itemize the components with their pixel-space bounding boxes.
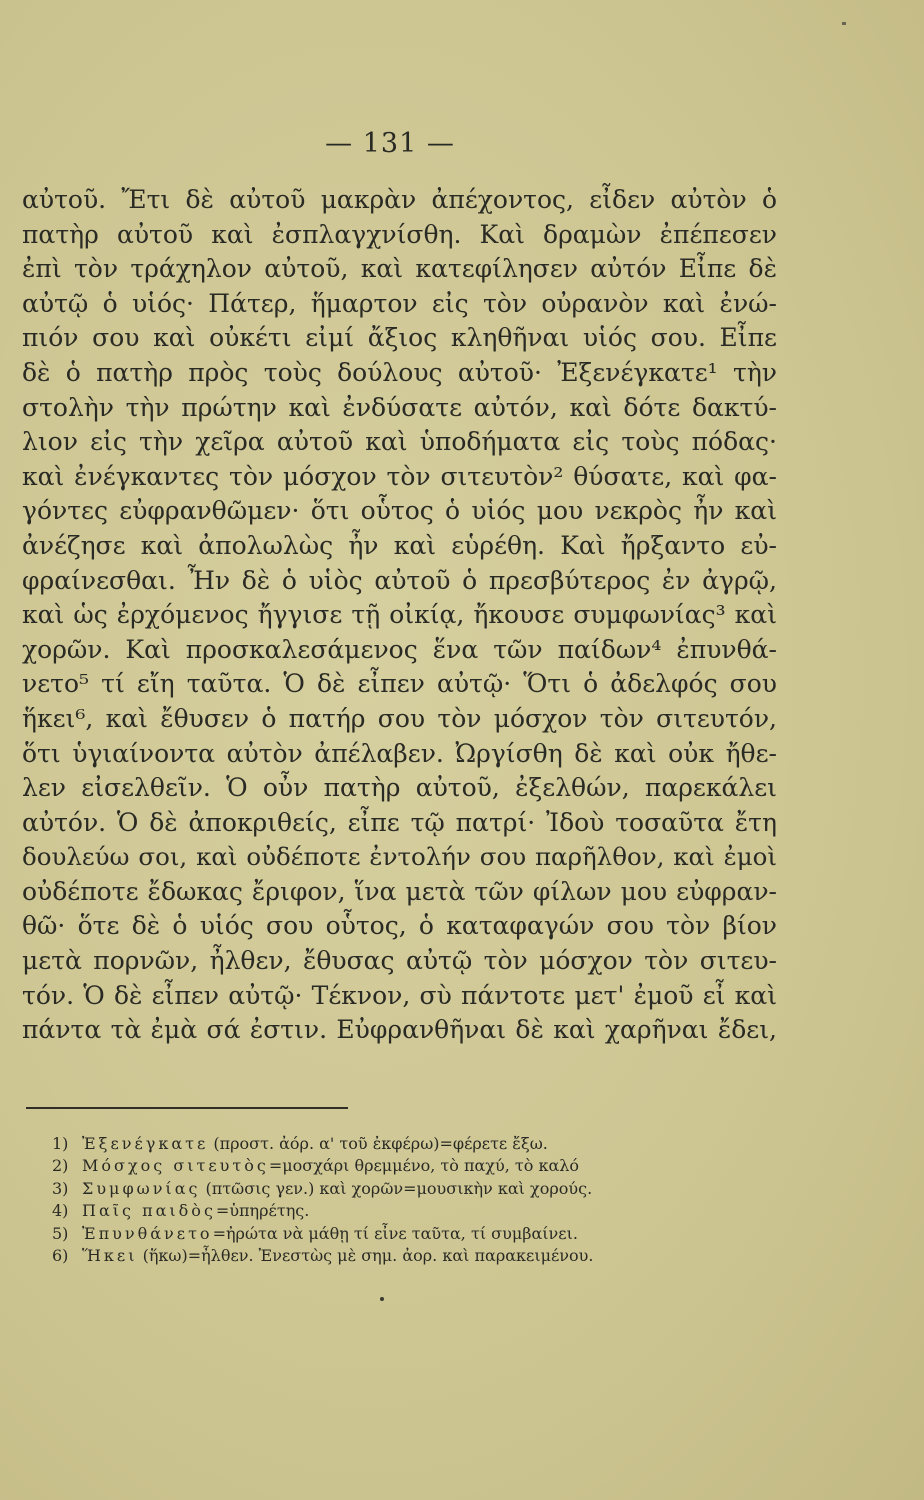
- text-line: δουλεύω σοι, καὶ οὐδέποτε ἐντολήν σου παρῆλθον, καὶ ἐμοὶ: [22, 842, 777, 872]
- body-text: [22, 183, 777, 1048]
- footnote: [52, 1133, 792, 1155]
- footnote-gloss: =ἠρώτα νὰ μάθῃ τί εἶνε ταῦτα, τί συμβαίνει.: [212, 1223, 578, 1243]
- footnote-number: 3): [52, 1178, 69, 1198]
- footnote: [52, 1200, 792, 1222]
- footnote-gloss: =ὑπηρέτης.: [215, 1201, 310, 1221]
- footnote-term: Συμφωνίας: [82, 1178, 201, 1198]
- text-line: καὶ ἐνέγκαντες τὸν μόσχον τὸν σιτευτὸν² θύσατε, καὶ φα-: [22, 461, 777, 491]
- text-line: στολὴν τὴν πρώτην καὶ ἐνδύσατε αὐτόν, καὶ δότε δακτύ-: [22, 392, 777, 422]
- footnote-number: 1): [52, 1134, 69, 1153]
- text-line: ἐπὶ τὸν τράχηλον αὐτοῦ, καὶ κατεφίλησεν αὐτόν Εἶπε δὲ: [22, 254, 777, 284]
- footnotes: [52, 1133, 792, 1267]
- text-line: ἥκει⁶, καὶ ἔθυσεν ὁ πατήρ σου τὸν μόσχον τὸν σιτευτόν,: [22, 703, 777, 733]
- text-line: φραίνεσθαι. Ἦν δὲ ὁ υἱὸς αὐτοῦ ὁ πρεσβύτερος ἐν ἀγρῷ,: [22, 565, 777, 595]
- page-number: — 131 —: [325, 128, 455, 159]
- text-line: λιον εἰς τὴν χεῖρα αὐτοῦ καὶ ὑποδήματα εἰς τοὺς πόδας·: [22, 427, 777, 457]
- footnote-term: Μόσχος σιτευτὸς: [82, 1156, 269, 1176]
- text-line: γόντες εὐφρανθῶμεν· ὅτι οὗτος ὁ υἱός μου νεκρὸς ἦν καὶ: [22, 496, 777, 526]
- text-line: νετο⁵ τί εἴη ταῦτα. Ὁ δὲ εἶπεν αὐτῷ· Ὅτι ὁ ἀδελφός σου: [22, 669, 777, 699]
- footnote-gloss: (ἥκω)=ἦλθεν. Ἐνεστὼς μὲ σημ. ἀορ. καὶ παρακειμένου.: [137, 1245, 594, 1265]
- text-line: τόν. Ὁ δὲ εἶπεν αὐτῷ· Τέκνον, σὺ πάντοτε μετ' ἐμοῦ εἶ καὶ: [22, 980, 777, 1010]
- footnote: [52, 1178, 792, 1200]
- text-line: αὐτόν. Ὁ δὲ ἀποκριθείς, εἶπε τῷ πατρί· Ἰδοὺ τοσαῦτα ἔτη: [22, 807, 777, 837]
- footnote-divider: [26, 1107, 348, 1109]
- text-line: λεν εἰσελθεῖν. Ὁ οὖν πατὴρ αὐτοῦ, ἐξελθών, παρεκάλει: [22, 773, 777, 803]
- text-line: αὐτοῦ. Ἔτι δὲ αὐτοῦ μακρὰν ἀπέχοντος, εἶδεν αὐτὸν ὁ: [22, 185, 777, 214]
- text-line: καὶ ὡς ἐρχόμενος ἤγγισε τῇ οἰκίᾳ, ἤκουσε συμφωνίας³ καὶ: [22, 600, 777, 630]
- page-speck: [380, 1297, 384, 1301]
- footnote: [52, 1155, 792, 1177]
- footnote-term: Παῖς παιδὸς: [82, 1201, 216, 1221]
- text-line: οὐδέποτε ἔδωκας ἔριφον, ἵνα μετὰ τῶν φίλων μου εὐφραν-: [22, 876, 777, 906]
- footnote-term: Ἐπυνθάνετο: [82, 1223, 213, 1243]
- footnote-gloss: =μοσχάρι θρεμμένο, τὸ παχύ, τὸ καλό: [268, 1156, 580, 1176]
- text-line: δὲ ὁ πατὴρ πρὸς τοὺς δούλους αὐτοῦ· Ἐξενέγκατε¹ τὴν: [22, 357, 777, 387]
- footnote-number: 5): [52, 1223, 69, 1243]
- footnote-number: 4): [52, 1201, 69, 1221]
- footnote-gloss: (προστ. ἀόρ. α' τοῦ ἐκφέρω)=φέρετε ἔξω.: [208, 1134, 548, 1153]
- text-line: πιόν σου καὶ οὐκέτι εἰμί ἄξιος κληθῆναι υἱός σου. Εἶπε: [22, 323, 777, 353]
- footnote-number: 2): [52, 1156, 69, 1176]
- footnote: [52, 1245, 792, 1267]
- footnote-term: Ἐξενέγκατε: [82, 1134, 209, 1153]
- footnote-term: Ἥκει: [82, 1245, 138, 1265]
- footnote: [52, 1223, 792, 1245]
- page-speck: [842, 22, 846, 25]
- text-line: αὐτῷ ὁ υἱός· Πάτερ, ἥμαρτον εἰς τὸν οὐρανὸν καὶ ἐνώ-: [22, 288, 777, 318]
- text-line: ἀνέζησε καὶ ἀπολωλὼς ἦν καὶ εὑρέθη. Καὶ ἤρξαντο εὐ-: [22, 530, 777, 560]
- text-line: πατὴρ αὐτοῦ καὶ ἐσπλαγχνίσθη. Καὶ δραμὼν ἐπέπεσεν: [22, 219, 777, 249]
- text-line: χορῶν. Καὶ προσκαλεσάμενος ἕνα τῶν παίδων⁴ ἐπυνθά-: [22, 634, 777, 664]
- footnote-gloss: (πτῶσις γεν.) καὶ χορῶν=μουσικὴν καὶ χορούς.: [200, 1178, 593, 1198]
- footnote-number: 6): [52, 1245, 69, 1265]
- text-line: ὅτι ὑγιαίνοντα αὐτὸν ἀπέλαβεν. Ὠργίσθη δὲ καὶ οὐκ ἤθε-: [22, 738, 777, 768]
- text-line: θῶ· ὅτε δὲ ὁ υἱός σου οὗτος, ὁ καταφαγών σου τὸν βίον: [22, 911, 777, 941]
- text-line: μετὰ πορνῶν, ἦλθεν, ἔθυσας αὐτῷ τὸν μόσχον τὸν σιτευ-: [22, 946, 777, 976]
- text-line: πάντα τὰ ἐμὰ σά ἐστιν. Εὐφρανθῆναι δὲ καὶ χαρῆναι ἔδει,: [22, 1015, 777, 1045]
